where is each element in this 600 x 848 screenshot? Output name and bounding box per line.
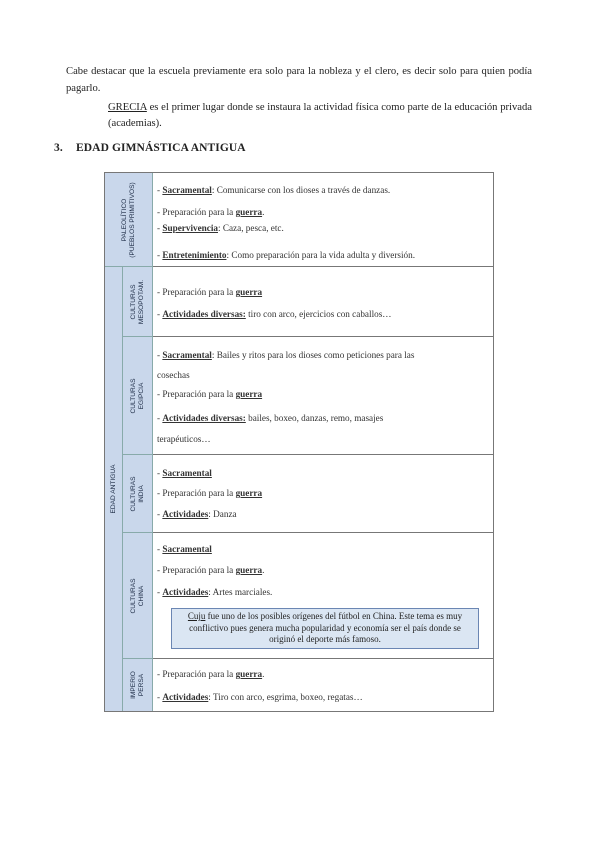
egipcia-label-cell <box>123 337 153 455</box>
list-item: - Actividades: Tiro con arco, esgrima, boxeo, regatas… <box>157 692 363 702</box>
section-heading <box>54 142 246 154</box>
edad-antigua-label: EDAD ANTIGUA <box>109 464 117 514</box>
list-item: - Entretenimiento: Como preparación para la vida adulta y diversión. <box>157 250 416 260</box>
list-item: - Preparación para la guerra <box>157 287 263 297</box>
cuju-word: Cuju <box>187 611 206 621</box>
china-label-cell <box>123 533 153 659</box>
list-item: - Preparación para la guerra. <box>157 565 265 575</box>
egipcia-label: CULTURAS EGIPCIA <box>129 377 145 414</box>
grecia-paragraph <box>108 100 532 132</box>
history-table <box>104 172 494 712</box>
list-item: - Sacramental <box>157 468 212 478</box>
edad-antigua-label-cell <box>105 267 123 711</box>
section-title: EDAD GIMNÁSTICA ANTIGUA <box>76 142 246 154</box>
list-item: cosechas <box>157 370 190 380</box>
grecia-paragraph-rest: es el primer lugar donde se instaura la actividad física como parte de la educación privada (academias). <box>108 102 532 129</box>
india-label: CULTURAS INDIA <box>129 475 145 512</box>
list-item: - Sacramental: Comunicarse con los dioses a través de danzas. <box>157 185 391 195</box>
list-item: - Supervivencia: Caza, pesca, etc. <box>157 223 284 233</box>
section-number: 3. <box>54 142 63 154</box>
paleolitico-label-cell <box>105 173 153 267</box>
cuju-note-text: fue uno de los posibles orígenes del fútbol en China. Este tema es muy conflictivo pues genera mucha popularidad y economía ser el país donde se originó el deporte más famoso. <box>189 611 463 644</box>
paleolitico-content <box>153 173 493 267</box>
mesopotamia-label-cell <box>123 267 153 337</box>
china-label: CULTURAS CHINA <box>129 577 145 614</box>
cuju-note-box <box>171 608 479 649</box>
mesopotamia-label: CULTURAS MESOPOTAM. <box>129 279 145 324</box>
intro-paragraph: Cabe destacar que la escuela previamente era solo para la nobleza y el clero, es decir solo para quien podía pagarlo. <box>66 66 532 94</box>
list-item: - Actividades diversas: bailes, boxeo, danzas, remo, masajes <box>157 413 384 423</box>
egipcia-content <box>153 337 493 455</box>
mesopotamia-content <box>153 267 493 337</box>
paleolitico-label: PALEOLÍTICO (PUEBLOS PRIMITIVOS) <box>120 181 136 258</box>
persa-label-cell <box>123 659 153 711</box>
persa-content <box>153 659 493 711</box>
list-item: - Preparación para la guerra <box>157 389 263 399</box>
list-item: - Actividades diversas: tiro con arco, ejercicios con caballos… <box>157 309 392 319</box>
list-item: - Sacramental <box>157 544 212 554</box>
list-item: - Actividades: Danza <box>157 509 237 519</box>
india-label-cell <box>123 455 153 533</box>
grecia-word: GRECIA <box>108 102 147 113</box>
list-item: terapéuticos… <box>157 434 211 444</box>
persa-label: IMPERIO PERSA <box>129 671 145 699</box>
list-item: - Preparación para la guerra. <box>157 669 265 679</box>
list-item: - Preparación para la guerra. <box>157 207 265 217</box>
china-content <box>153 533 493 659</box>
list-item: - Preparación para la guerra <box>157 488 263 498</box>
list-item: - Actividades: Artes marciales. <box>157 587 273 597</box>
india-content <box>153 455 493 533</box>
list-item: - Sacramental: Bailes y ritos para los dioses como peticiones para las <box>157 350 415 360</box>
